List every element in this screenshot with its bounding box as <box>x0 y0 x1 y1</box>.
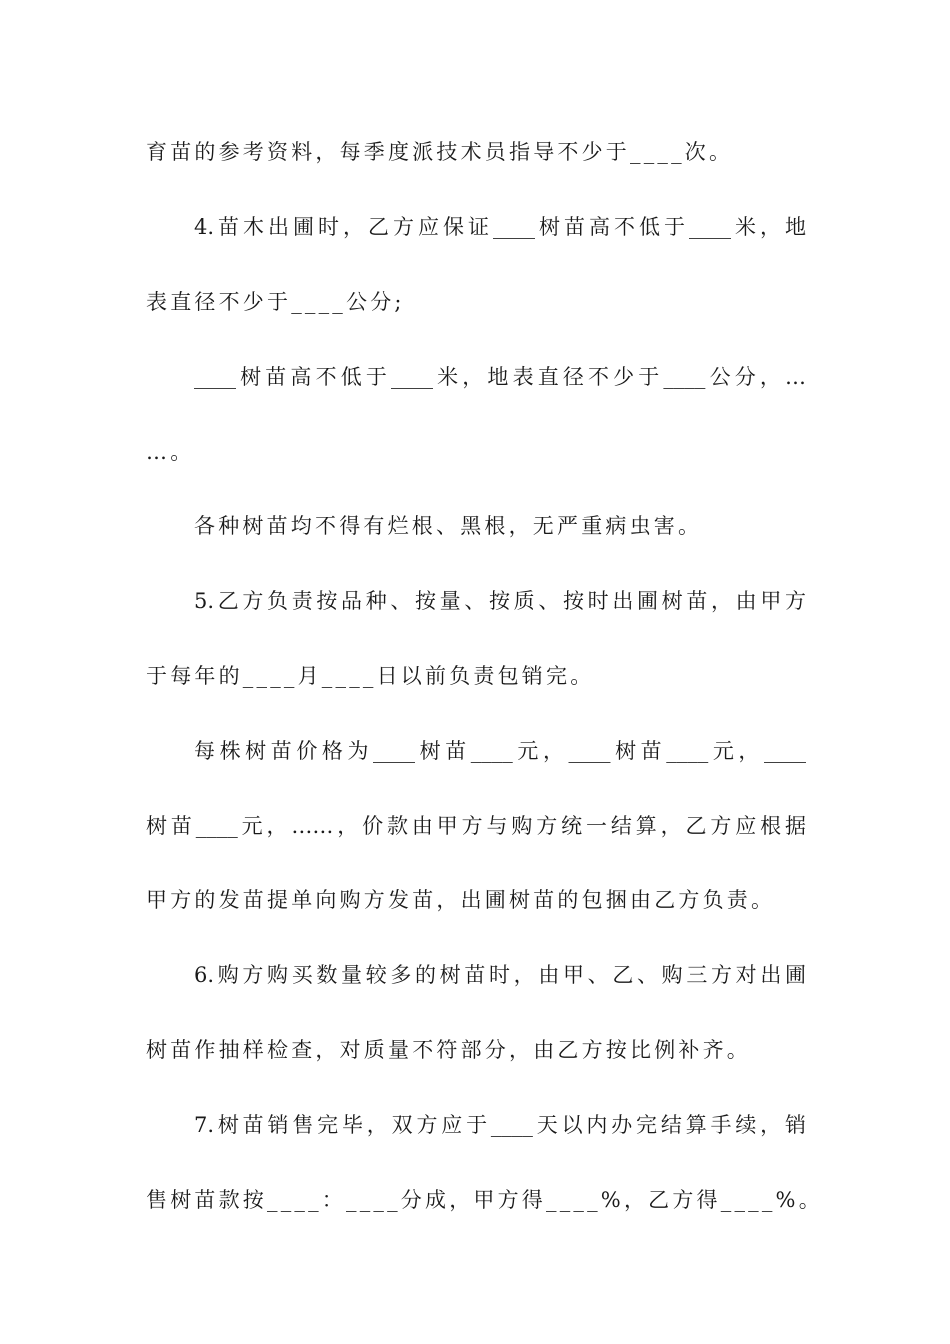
text-line: 7.树苗销售完毕，双方应于____天以内办完结算手续，销 <box>194 1113 806 1137</box>
text-line: 4.苗木出圃时，乙方应保证____树苗高不低于____米，地 <box>194 215 806 239</box>
text-line: 育苗的参考资料，每季度派技术员指导不少于____次。 <box>146 140 734 164</box>
text-line: 甲方的发苗提单向购方发苗，出圃树苗的包捆由乙方负责。 <box>146 888 776 912</box>
text-line: …。 <box>146 440 195 464</box>
text-line: 每株树苗价格为____树苗____元，____树苗____元，____ <box>194 739 806 763</box>
text-line: 各种树苗均不得有烂根、黑根，无严重病虫害。 <box>194 514 703 538</box>
text-line: 树苗作抽样检查，对质量不符部分，由乙方按比例补齐。 <box>146 1038 751 1062</box>
text-line: 售树苗款按____：____分成，甲方得____%，乙方得____%。 <box>146 1188 823 1212</box>
text-line: 5.乙方负责按品种、按量、按质、按时出圃树苗，由甲方 <box>194 589 806 613</box>
text-line: 6.购方购买数量较多的树苗时，由甲、乙、购三方对出圃 <box>194 963 806 987</box>
text-line: 于每年的____月____日以前负责包销完。 <box>146 664 595 688</box>
text-line: ____树苗高不低于____米，地表直径不少于____公分，… <box>194 365 806 389</box>
text-line: 表直径不少于____公分; <box>146 290 405 314</box>
text-line: 树苗____元，……，价款由甲方与购方统一结算，乙方应根据 <box>146 814 806 838</box>
